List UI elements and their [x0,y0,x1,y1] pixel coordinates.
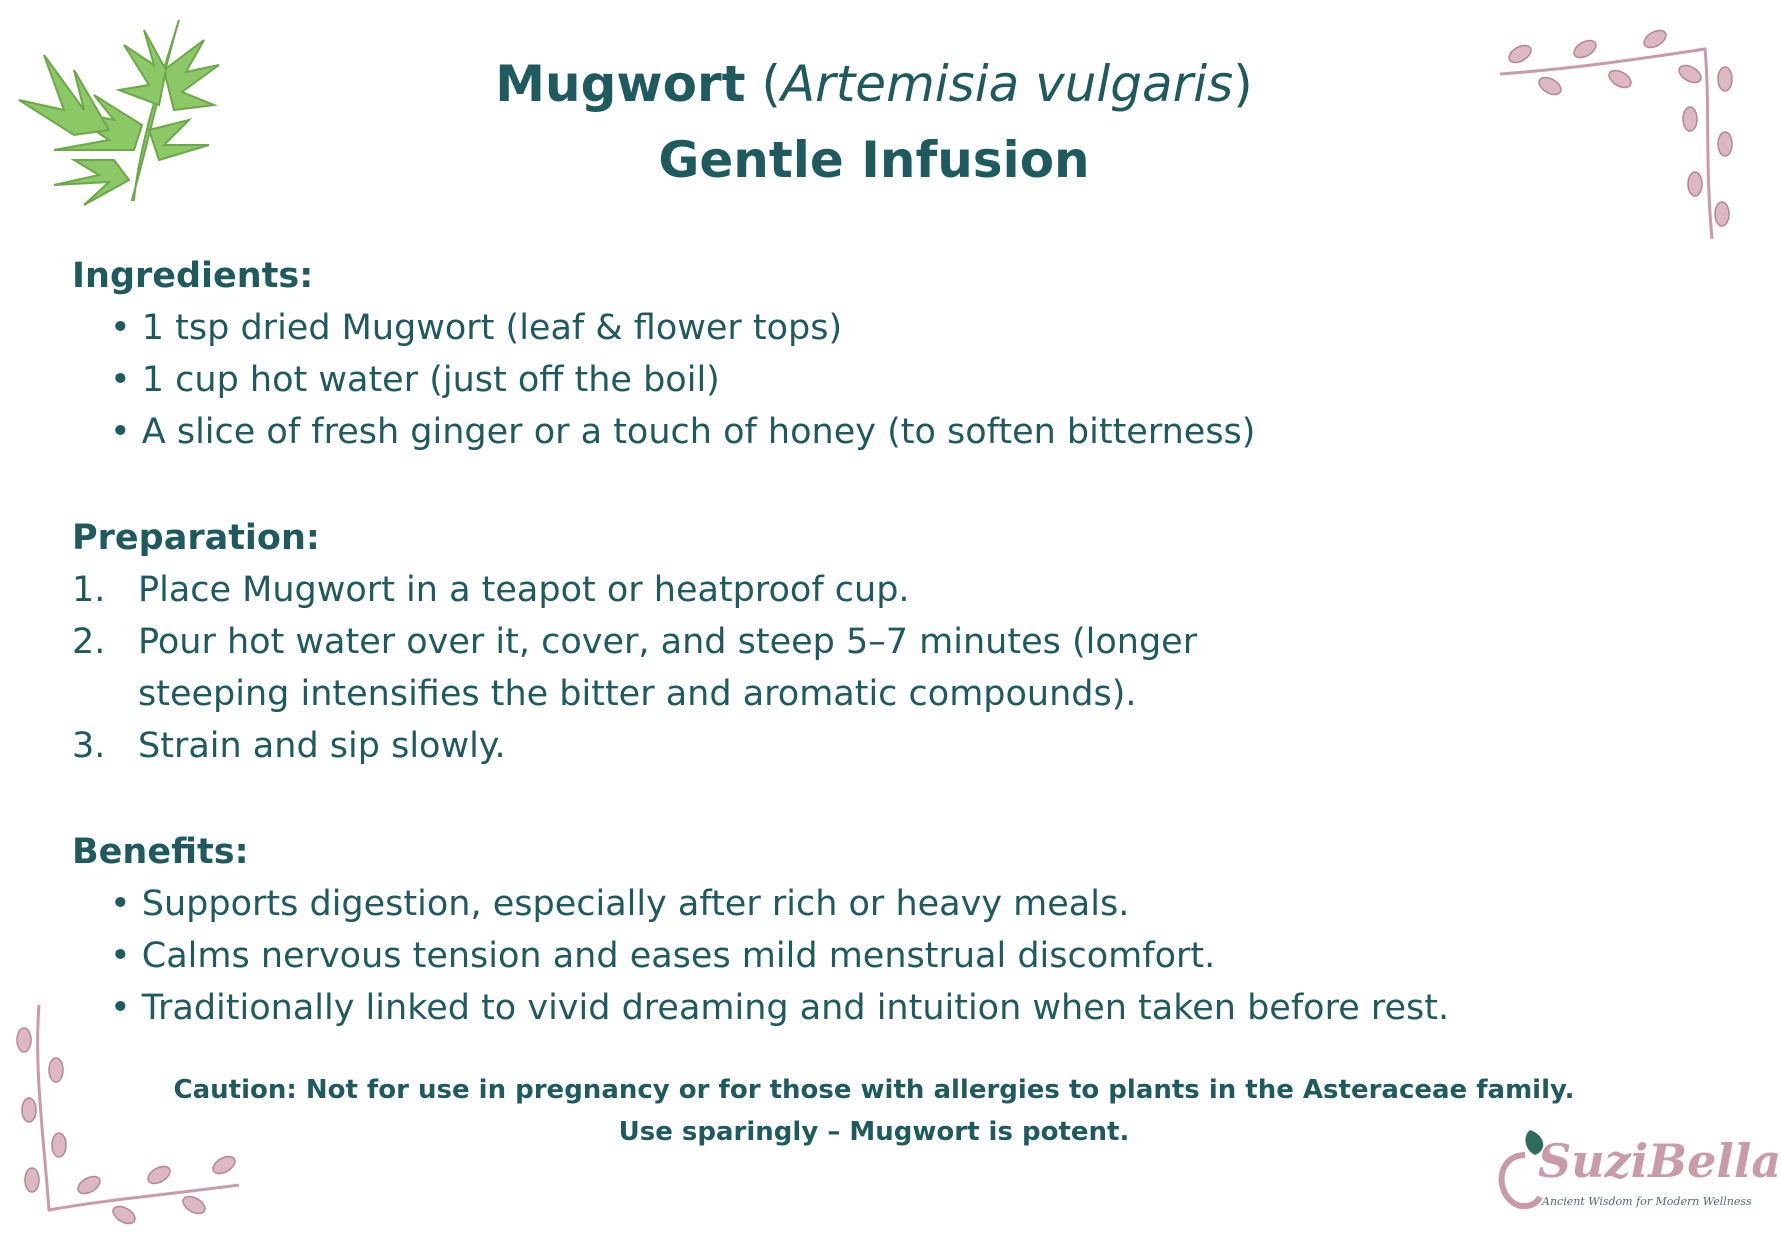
ingredient-item: • 1 tsp dried Mugwort (leaf & flower tops) [110,308,843,348]
step-number: 2. [72,622,106,662]
caution-line: Use sparingly – Mugwort is potent. [618,1117,1130,1147]
ingredient-item: • 1 cup hot water (just off the boil) [110,360,720,400]
brand-tagline: Ancient Wisdom for Modern Wellness [1542,1195,1752,1208]
benefits-heading: Benefits: [72,832,249,872]
step-text: Place Mugwort in a teapot or heatproof cup. [138,570,910,610]
brand-name: SuziBella [1538,1134,1781,1188]
page-subtitle: Gentle Infusion [658,131,1090,189]
step-number: 3. [72,726,106,766]
step-text: Strain and sip slowly. [138,726,506,766]
ingredients-heading: Ingredients: [72,256,314,296]
benefit-item: • Traditionally linked to vivid dreaming and intuition when taken before rest. [110,988,1450,1028]
step-number: 1. [72,570,106,610]
step-text-continued: steeping intensifies the bitter and aromatic compounds). [138,674,1137,714]
preparation-heading: Preparation: [72,518,320,558]
brand-logo [1490,1125,1781,1225]
caution-line: Caution: Not for use in pregnancy or for those with allergies to plants in the Asteraceae family. [173,1075,1575,1105]
page-title: Mugwort (Artemisia vulgaris) [495,55,1253,113]
benefit-item: • Calms nervous tension and eases mild menstrual discomfort. [110,936,1216,976]
step-text: Pour hot water over it, cover, and steep 5–7 minutes (longer [138,622,1198,662]
benefit-item: • Supports digestion, especially after rich or heavy meals. [110,884,1130,924]
ingredient-item: • A slice of fresh ginger or a touch of honey (to soften bitterness) [110,412,1256,452]
